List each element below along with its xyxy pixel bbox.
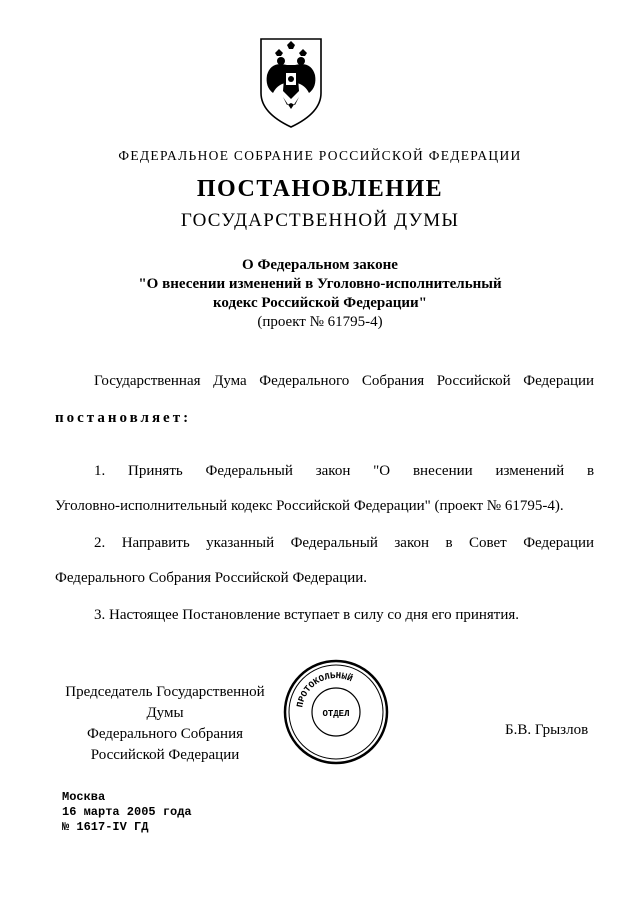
law-title bbox=[0, 256, 640, 313]
law-title-line: кодекс Российской Федерации" bbox=[212, 295, 427, 311]
item-2-line-2: Федерального Собрания Российской Федерации. bbox=[55, 570, 368, 586]
official-stamp bbox=[282, 658, 390, 766]
law-title-line: О Федеральном законе bbox=[242, 257, 398, 273]
organization-heading: ФЕДЕРАЛЬНОЕ СОБРАНИЕ РОССИЙСКОЙ ФЕДЕРАЦИИ bbox=[118, 148, 522, 163]
item-1-line-1: 1. Принять Федеральный закон "О внесении изменений в bbox=[94, 463, 595, 479]
footer-number: № 1617-IV ГД bbox=[62, 820, 149, 834]
resolves-label: постановляет: bbox=[55, 410, 192, 426]
document-subtitle: ГОСУДАРСТВЕННОЙ ДУМЫ bbox=[180, 210, 460, 231]
stamp-ring-text: ПРОТОКОЛЬНЫЙ bbox=[295, 670, 354, 709]
signatory-title-line: Председатель Государственной Думы bbox=[65, 684, 265, 721]
signatory-title-line: Федерального Собрания bbox=[86, 726, 244, 742]
signer-name: Б.В. Грызлов bbox=[505, 722, 589, 738]
item-3: 3. Настоящее Постановление вступает в силу со дня его принятия. bbox=[94, 607, 520, 623]
item-2-line-1: 2. Направить указанный Федеральный закон в Совет Федерации bbox=[94, 535, 595, 551]
coat-of-arms-icon bbox=[257, 35, 325, 130]
project-number: (проект № 61795-4) bbox=[257, 314, 383, 330]
signatory-title-line: Российской Федерации bbox=[90, 747, 240, 763]
item-1-line-2: Уголовно-исполнительный кодекс Российской Федерации" (проект № 61795-4). bbox=[55, 498, 564, 514]
document-type-title: ПОСТАНОВЛЕНИЕ bbox=[196, 176, 444, 202]
intro-paragraph: Государственная Дума Федерального Собрания Российской Федерации bbox=[94, 373, 595, 389]
law-title-line: "О внесении изменений в Уголовно-исполнительный bbox=[138, 276, 502, 292]
signatory-title bbox=[55, 682, 275, 766]
footer-city: Москва bbox=[62, 790, 106, 804]
footer-date: 16 марта 2005 года bbox=[62, 805, 192, 819]
document-footer bbox=[62, 790, 192, 835]
stamp-center-text: ОТДЕЛ bbox=[322, 709, 350, 719]
